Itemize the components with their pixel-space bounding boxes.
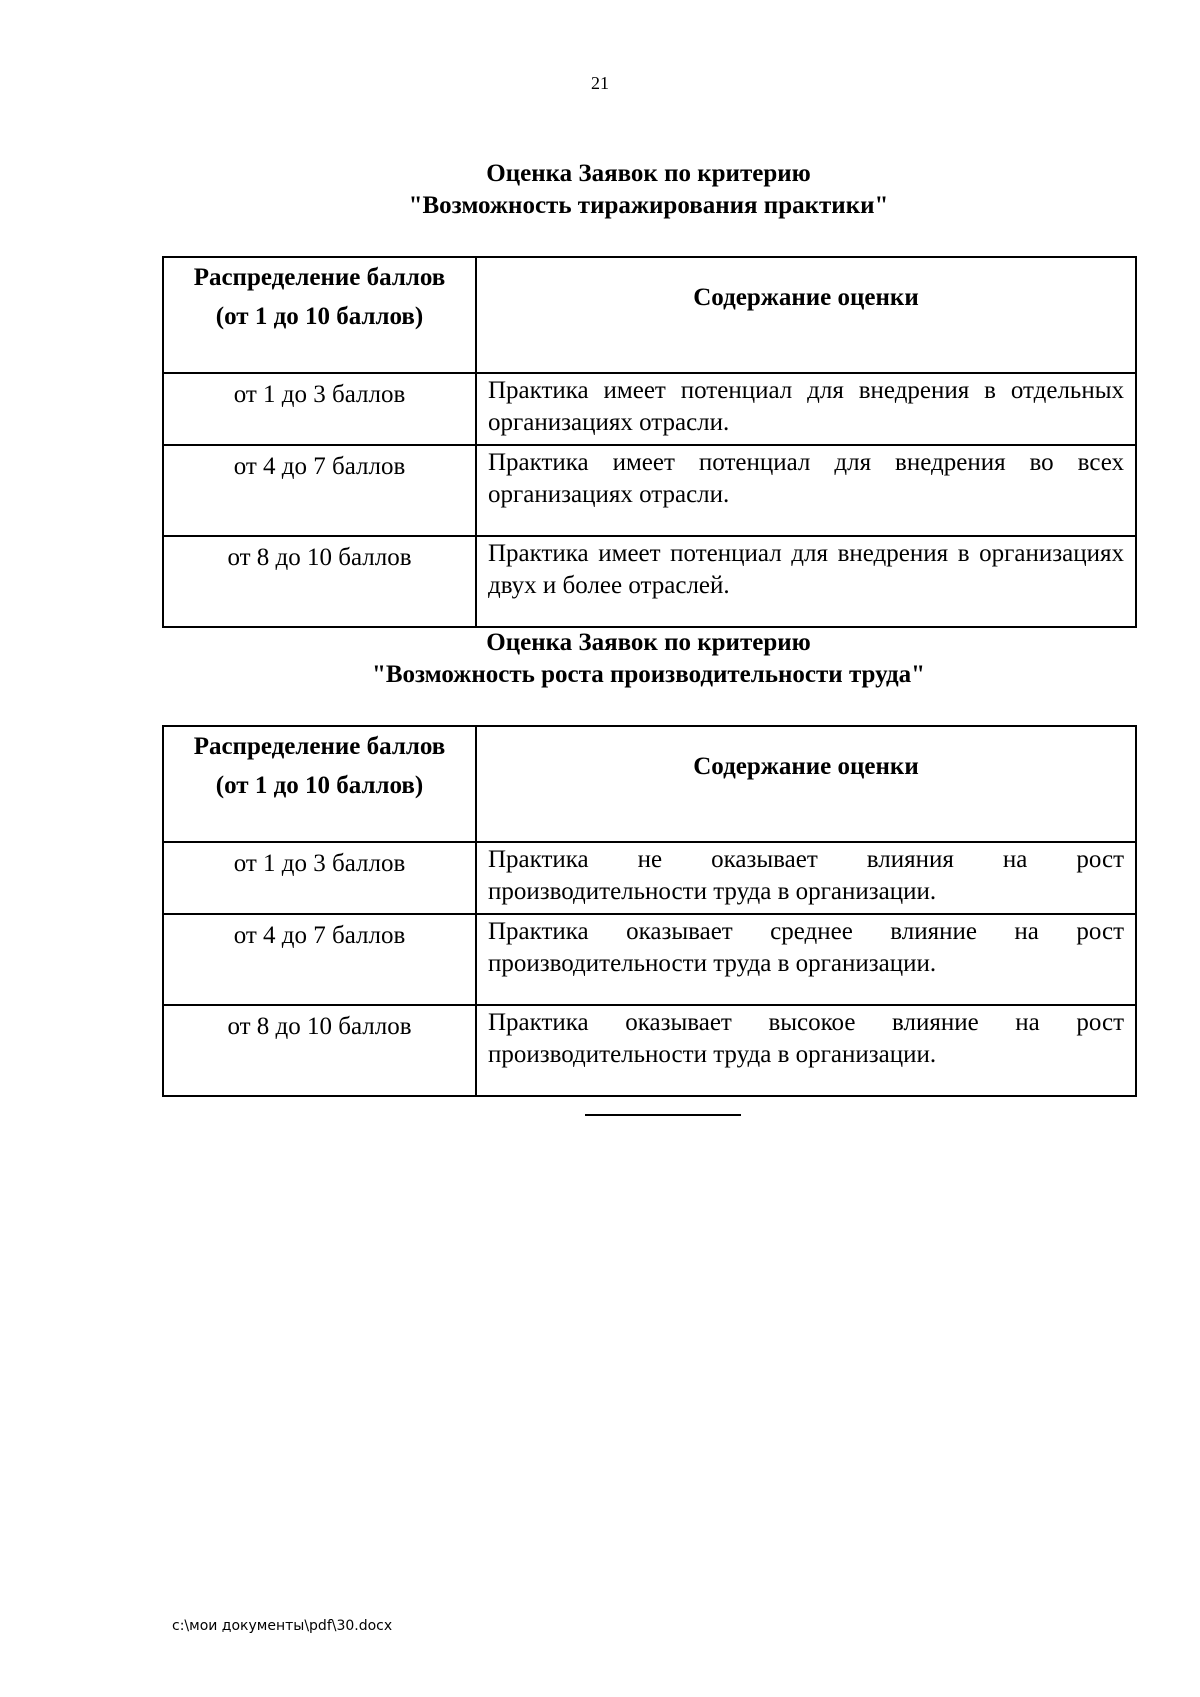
table-header-row	[163, 726, 1136, 842]
header-score-line2: (от 1 до 10 баллов)	[215, 772, 424, 799]
section-title-line2: "Возможность тиражирования практики"	[408, 192, 889, 219]
table-header-row	[163, 257, 1136, 373]
table-row	[163, 445, 1136, 536]
header-score-line2: (от 1 до 10 баллов)	[215, 303, 424, 330]
evaluation-content-cell: Практика имеет потенциал для внедрения во всех организациях отрасли.	[476, 445, 1136, 536]
evaluation-content-cell: Практика оказывает высокое влияние на рост производительности труда в организации.	[476, 1005, 1136, 1096]
criterion-section-productivity	[162, 627, 1135, 1097]
header-score-distribution	[163, 726, 476, 842]
footer-file-path: c:\мои документы\pdf\30.docx	[172, 1618, 393, 1634]
table-row	[163, 373, 1136, 445]
page-number: 21	[591, 73, 609, 93]
evaluation-content-cell: Практика имеет потенциал для внедрения в отдельных организациях отрасли.	[476, 373, 1136, 445]
section-title-line1: Оценка Заявок по критерию	[486, 160, 811, 187]
scoring-table	[162, 256, 1137, 628]
score-range-cell: от 1 до 3 баллов	[163, 842, 476, 914]
section-title	[162, 627, 1135, 691]
evaluation-content-cell: Практика оказывает среднее влияние на рост производительности труда в организации.	[476, 914, 1136, 1005]
section-title	[162, 158, 1135, 222]
score-range-cell: от 4 до 7 баллов	[163, 445, 476, 536]
score-range-cell: от 8 до 10 баллов	[163, 536, 476, 627]
table-row	[163, 842, 1136, 914]
table-row	[163, 536, 1136, 627]
score-range-cell: от 8 до 10 баллов	[163, 1005, 476, 1096]
header-evaluation-content: Содержание оценки	[476, 726, 1136, 842]
scoring-table	[162, 725, 1137, 1097]
header-score-line1: Распределение баллов	[193, 733, 446, 760]
evaluation-content-cell: Практика имеет потенциал для внедрения в организациях двух и более отраслей.	[476, 536, 1136, 627]
section-title-line2: "Возможность роста производительности труда"	[371, 661, 926, 688]
criterion-section-replication	[162, 158, 1135, 628]
end-of-document-divider	[585, 1114, 741, 1116]
evaluation-content-cell: Практика не оказывает влияния на рост производительности труда в организации.	[476, 842, 1136, 914]
header-score-distribution	[163, 257, 476, 373]
header-score-line1: Распределение баллов	[193, 264, 446, 291]
table-row	[163, 1005, 1136, 1096]
section-title-line1: Оценка Заявок по критерию	[486, 629, 811, 656]
score-range-cell: от 4 до 7 баллов	[163, 914, 476, 1005]
header-evaluation-content: Содержание оценки	[476, 257, 1136, 373]
score-range-cell: от 1 до 3 баллов	[163, 373, 476, 445]
table-row	[163, 914, 1136, 1005]
